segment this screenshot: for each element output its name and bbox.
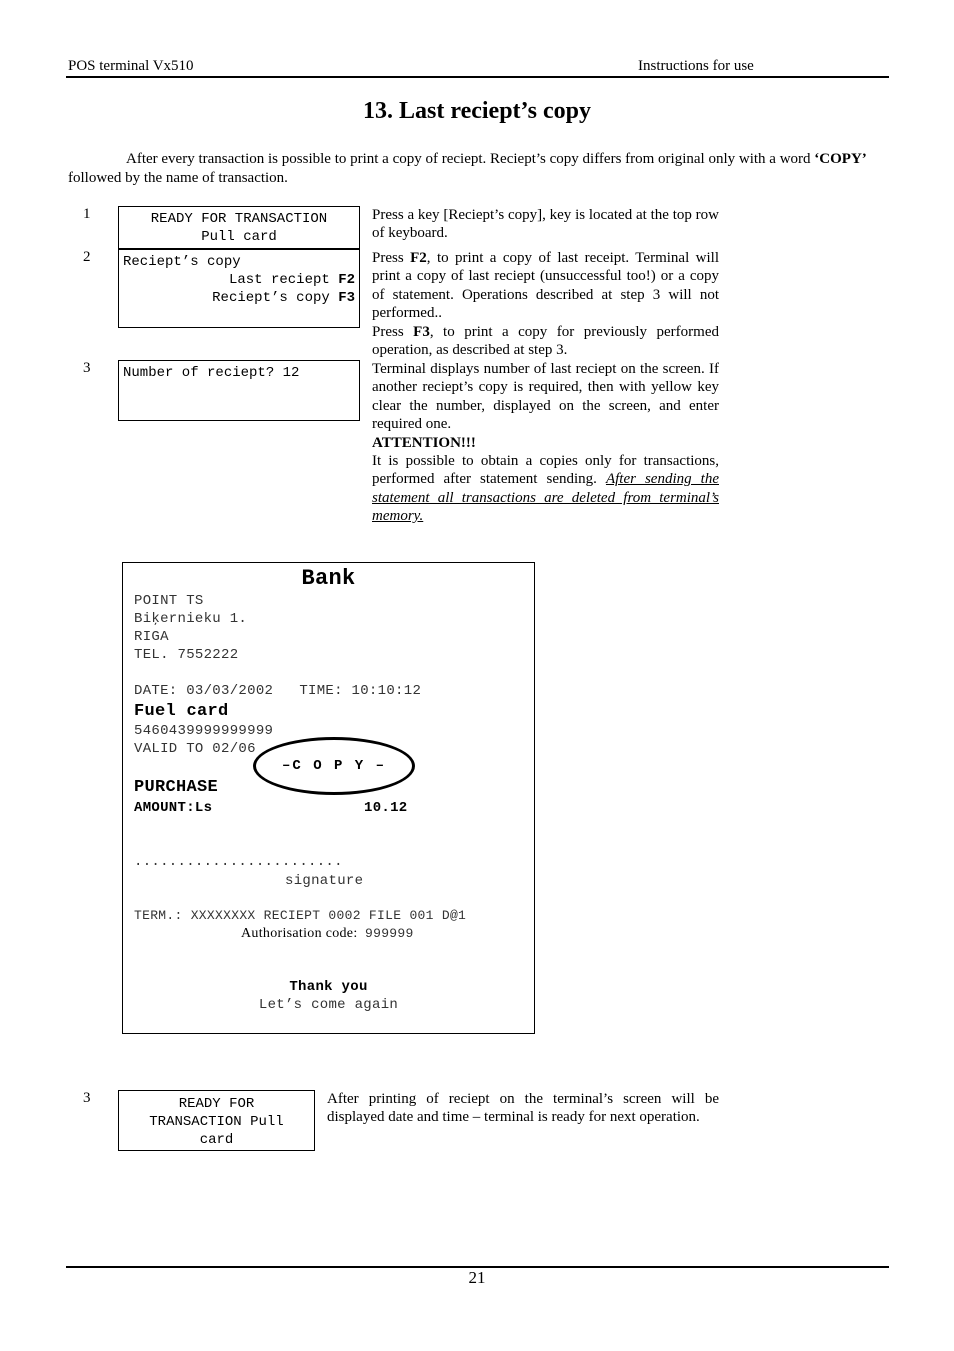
- desc-text: Press: [372, 250, 411, 266]
- header-right: Instructions for use: [638, 58, 754, 74]
- step-3-screen-line: Number of reciept? 12: [123, 365, 300, 381]
- receipt-thanks: Thank you: [289, 979, 368, 995]
- desc-text: Press: [372, 323, 414, 340]
- step-2-screen-line-3: [123, 289, 355, 307]
- attention-text: It is possible to obtain a copies only for transactions, performed after statement sending.: [372, 453, 719, 488]
- desc-text: , to print a copy for previously performed operation, as described at step 3.: [372, 323, 719, 359]
- step-2-screen-line-1: Reciept’s copy: [123, 254, 241, 270]
- receipt-city: RIGA: [134, 629, 169, 645]
- f2-key: F2: [338, 272, 355, 288]
- step-2-screen-line-2: [123, 271, 355, 289]
- receipt-copy-mark: –C O P Y –: [281, 758, 386, 774]
- receipt-valid: VALID TO 02/06: [134, 741, 256, 757]
- receipt-card-type: Fuel card: [134, 702, 229, 721]
- receipt-point: POINT TS: [134, 593, 204, 609]
- receipt-datetime: DATE: 03/03/2002 TIME: 10:10:12: [134, 683, 422, 699]
- step-2-description: [372, 249, 719, 359]
- intro-paragraph: [68, 150, 868, 188]
- last-reciept-label: Last reciept: [228, 272, 339, 288]
- receipt-bank: Bank: [301, 566, 356, 591]
- step-2-desc-f2: [372, 249, 719, 323]
- step-3-description: [372, 360, 719, 526]
- receipt: [122, 562, 535, 1034]
- receipt-tel: TEL. 7552222: [134, 647, 239, 663]
- receipt-signature-label: signature: [285, 873, 364, 889]
- receipt-amount-label: AMOUNT:Ls: [134, 800, 213, 816]
- header-rule: [66, 76, 889, 78]
- intro-text-2: followed by the name of transaction.: [68, 170, 288, 186]
- intro-bold: ‘COPY’: [814, 151, 867, 167]
- intro-text-1: After every transaction is possible to print a copy of reciept. Reciept’s copy differs from original only with a word: [126, 151, 815, 167]
- step-1-number: 1: [83, 206, 91, 222]
- f3-key: F3: [338, 290, 355, 306]
- attention-heading: ATTENTION!!!: [372, 434, 476, 451]
- copy-highlight-oval: [253, 737, 415, 795]
- reciepts-copy-label: Reciept’s copy: [212, 290, 339, 306]
- desc-key: F3: [413, 323, 430, 340]
- step-1-description: Press a key [Reciept’s copy], key is located at the top row of keyboard.: [372, 207, 719, 242]
- receipt-street: Biķernieku 1.: [134, 611, 248, 627]
- final-step-description: After printing of reciept on the terminal’s screen will be displayed date and time – terminal is ready for next operation.: [327, 1091, 719, 1126]
- final-step-screen: READY FOR TRANSACTION Pull card: [118, 1090, 315, 1151]
- step-2-screen: [118, 249, 360, 328]
- receipt-come-again: Let’s come again: [258, 997, 399, 1013]
- step-1-screen-line-1: READY FOR TRANSACTION: [150, 211, 328, 227]
- receipt-term: TERM.: XXXXXXXX RECIEPT 0002 FILE 001 D@1: [134, 908, 467, 923]
- page-title: 13. Last reciept’s copy: [363, 98, 591, 124]
- receipt-auth-code: 999999: [365, 926, 414, 941]
- step-1-screen-line-2: Pull card: [201, 229, 277, 245]
- desc-text: , to print a copy of last receipt. Terminal will print a copy of last reciept (unsuccessful too!) or a copy of statement. Operations described at step 3 will not performed..: [372, 250, 719, 322]
- step-2-number: 2: [83, 249, 91, 265]
- receipt-amount: 10.12: [364, 800, 408, 816]
- step-1-screen: [118, 206, 360, 249]
- receipt-card-number: 5460439999999999: [134, 723, 274, 739]
- step-3-number: 3: [83, 360, 91, 376]
- final-step-number: 3: [83, 1090, 91, 1106]
- attention-paragraph: [372, 452, 719, 526]
- receipt-signature-line: ........................: [134, 854, 343, 870]
- receipt-purchase: PURCHASE: [134, 778, 219, 797]
- step-3-screen: [118, 360, 360, 421]
- receipt-auth-label: Authorisation code:: [241, 926, 358, 941]
- page-number: 21: [468, 1268, 486, 1287]
- header-left: POS terminal Vx510: [68, 58, 194, 74]
- desc-key: F2: [410, 250, 427, 266]
- attention-emphasis: After sending the statement all transactions are deleted from terminal’s memory.: [372, 471, 719, 525]
- step-2-desc-f3: [372, 323, 719, 360]
- step-3-desc-text: Terminal displays number of last reciept on the screen. If another reciept’s copy is required, then with yellow key clear the number, displayed on the screen, and enter required one.: [372, 361, 719, 433]
